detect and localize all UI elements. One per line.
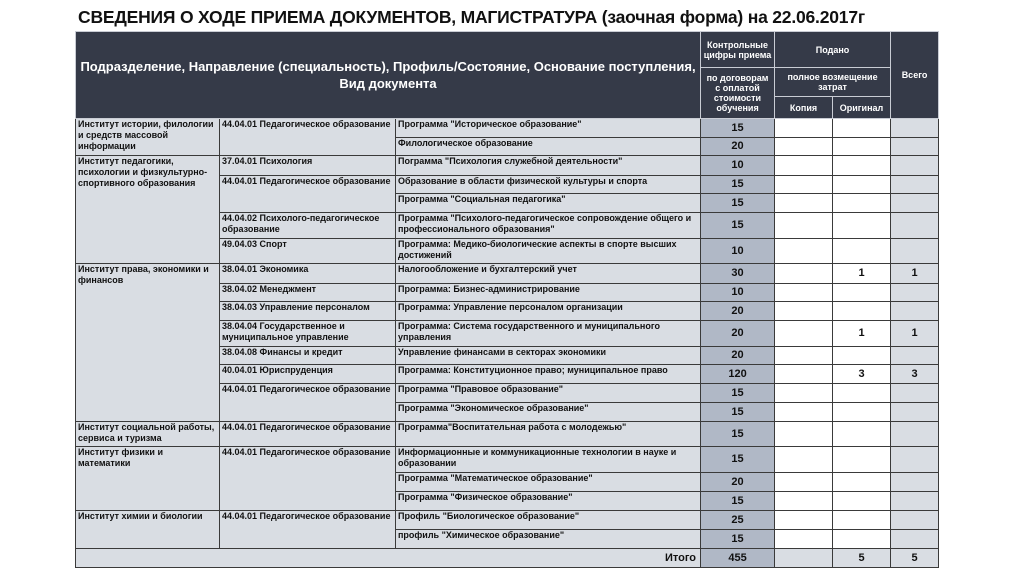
original-cell: [833, 302, 891, 321]
header-original: Оригинал: [833, 97, 891, 119]
original-cell: [833, 138, 891, 156]
program-cell: Программа: Управление персоналом организации: [396, 302, 701, 321]
admissions-table: [75, 31, 939, 568]
plan-cell: 15: [701, 194, 775, 213]
institute-cell: Институт социальной работы, сервиса и туризма: [76, 422, 220, 447]
direction-cell: 38.04.08 Финансы и кредит: [220, 347, 396, 365]
copy-cell: [775, 511, 833, 530]
copy-cell: [775, 239, 833, 264]
copy-cell: [775, 194, 833, 213]
direction-cell: 38.04.02 Менеджмент: [220, 284, 396, 302]
total-cell: [891, 156, 939, 176]
total-cell: [891, 239, 939, 264]
program-cell: Образование в области физической культуры и спорта: [396, 176, 701, 194]
copy-cell: [775, 138, 833, 156]
total-cell: [891, 302, 939, 321]
total-cell: [891, 213, 939, 239]
original-cell: [833, 530, 891, 549]
original-cell: [833, 194, 891, 213]
program-cell: Программа "Социальная педагогика": [396, 194, 701, 213]
plan-cell: 10: [701, 284, 775, 302]
plan-cell: 15: [701, 530, 775, 549]
original-cell: [833, 511, 891, 530]
original-cell: [833, 422, 891, 447]
institute-cell: Институт истории, филологии и средств массовой информации: [76, 119, 220, 156]
plan-cell: 15: [701, 447, 775, 473]
total-cell: 1: [891, 321, 939, 347]
program-cell: Программа "Физическое образование": [396, 492, 701, 511]
direction-cell: 44.04.01 Педагогическое образование: [220, 511, 396, 549]
header-full-cost: полное возмещение затрат: [775, 68, 891, 97]
direction-cell: 38.04.01 Экономика: [220, 264, 396, 284]
plan-cell: 15: [701, 403, 775, 422]
original-cell: [833, 473, 891, 492]
program-cell: Программа "Экономическое образование": [396, 403, 701, 422]
header-contract: по договорам с оплатой стоимости обучения: [701, 68, 775, 119]
direction-cell: 44.04.02 Психолого-педагогическое образование: [220, 213, 396, 239]
program-cell: Программа "Психолого-педагогическое сопровождение общего и профессионального образования": [396, 213, 701, 239]
program-cell: Программа: Медико-биологические аспекты в спорте высших достижений: [396, 239, 701, 264]
copy-cell: [775, 302, 833, 321]
total-cell: [891, 347, 939, 365]
total-cell: 1: [891, 264, 939, 284]
program-cell: Программа: Конституционное право; муниципальное право: [396, 365, 701, 384]
direction-cell: 38.04.04 Государственное и муниципальное управление: [220, 321, 396, 347]
copy-cell: [775, 213, 833, 239]
totals-total: 5: [891, 549, 939, 568]
copy-cell: [775, 321, 833, 347]
total-cell: [891, 138, 939, 156]
original-cell: [833, 384, 891, 403]
plan-cell: 15: [701, 492, 775, 511]
direction-cell: 49.04.03 Спорт: [220, 239, 396, 264]
copy-cell: [775, 473, 833, 492]
direction-cell: 44.04.01 Педагогическое образование: [220, 119, 396, 156]
plan-cell: 20: [701, 321, 775, 347]
original-cell: [833, 447, 891, 473]
copy-cell: [775, 422, 833, 447]
totals-plan: 455: [701, 549, 775, 568]
direction-cell: 44.04.01 Педагогическое образование: [220, 176, 396, 213]
copy-cell: [775, 156, 833, 176]
program-cell: Управление финансами в секторах экономики: [396, 347, 701, 365]
plan-cell: 10: [701, 156, 775, 176]
original-cell: 1: [833, 264, 891, 284]
original-cell: [833, 284, 891, 302]
totals-original: 5: [833, 549, 891, 568]
original-cell: [833, 403, 891, 422]
program-cell: Пограмма "Психология служебной деятельности": [396, 156, 701, 176]
direction-cell: 44.04.01 Педагогическое образование: [220, 384, 396, 422]
plan-cell: 15: [701, 422, 775, 447]
direction-cell: 38.04.03 Управление персоналом: [220, 302, 396, 321]
totals-row: [76, 549, 939, 568]
totals-copy: [775, 549, 833, 568]
copy-cell: [775, 365, 833, 384]
plan-cell: 20: [701, 302, 775, 321]
plan-cell: 120: [701, 365, 775, 384]
program-cell: Программа "Математическое образование": [396, 473, 701, 492]
header-main: Подразделение, Направление (специальность), Профиль/Состояние, Основание поступления, Вид документа: [76, 32, 701, 119]
table-row: [76, 119, 939, 138]
original-cell: [833, 119, 891, 138]
total-cell: [891, 447, 939, 473]
plan-cell: 15: [701, 384, 775, 403]
program-cell: Программа "Правовое образование": [396, 384, 701, 403]
plan-cell: 30: [701, 264, 775, 284]
header-control: Контрольные цифры приема: [701, 32, 775, 68]
program-cell: профиль "Химическое образование": [396, 530, 701, 549]
original-cell: 1: [833, 321, 891, 347]
total-cell: [891, 511, 939, 530]
original-cell: [833, 213, 891, 239]
program-cell: Налогообложение и бухгалтерский учет: [396, 264, 701, 284]
copy-cell: [775, 284, 833, 302]
header-copy: Копия: [775, 97, 833, 119]
original-cell: [833, 176, 891, 194]
plan-cell: 20: [701, 473, 775, 492]
institute-cell: Институт физики и математики: [76, 447, 220, 511]
copy-cell: [775, 492, 833, 511]
program-cell: Программа"Воспитательная работа с молодежью": [396, 422, 701, 447]
institute-cell: Институт права, экономики и финансов: [76, 264, 220, 422]
original-cell: [833, 347, 891, 365]
table-row: [76, 264, 939, 284]
program-cell: Программа: Система государственного и муниципального управления: [396, 321, 701, 347]
direction-cell: 44.04.01 Педагогическое образование: [220, 422, 396, 447]
plan-cell: 15: [701, 176, 775, 194]
copy-cell: [775, 347, 833, 365]
original-cell: [833, 492, 891, 511]
institute-cell: Институт химии и биологии: [76, 511, 220, 549]
original-cell: [833, 239, 891, 264]
copy-cell: [775, 530, 833, 549]
total-cell: [891, 176, 939, 194]
plan-cell: 20: [701, 347, 775, 365]
copy-cell: [775, 403, 833, 422]
total-cell: [891, 119, 939, 138]
header-submitted: Подано: [775, 32, 891, 68]
plan-cell: 25: [701, 511, 775, 530]
total-cell: [891, 284, 939, 302]
program-cell: Информационные и коммуникационные технологии в науке и образовании: [396, 447, 701, 473]
table-row: [76, 156, 939, 176]
page-title: СВЕДЕНИЯ О ХОДЕ ПРИЕМА ДОКУМЕНТОВ, МАГИСТРАТУРА (заочная форма) на 22.06.2017г: [78, 7, 865, 27]
plan-cell: 10: [701, 239, 775, 264]
total-cell: [891, 403, 939, 422]
program-cell: Филологическое образование: [396, 138, 701, 156]
copy-cell: [775, 447, 833, 473]
plan-cell: 15: [701, 119, 775, 138]
plan-cell: 15: [701, 213, 775, 239]
total-cell: [891, 384, 939, 403]
original-cell: [833, 156, 891, 176]
program-cell: Программа: Бизнес-администрирование: [396, 284, 701, 302]
total-cell: [891, 194, 939, 213]
total-cell: [891, 530, 939, 549]
table-row: [76, 447, 939, 473]
program-cell: Профиль "Биологическое образование": [396, 511, 701, 530]
copy-cell: [775, 264, 833, 284]
total-cell: [891, 473, 939, 492]
table-row: [76, 422, 939, 447]
copy-cell: [775, 384, 833, 403]
copy-cell: [775, 176, 833, 194]
total-cell: 3: [891, 365, 939, 384]
direction-cell: 40.04.01 Юриспруденция: [220, 365, 396, 384]
institute-cell: Институт педагогики, психологии и физкультурно-спортивного образования: [76, 156, 220, 264]
plan-cell: 20: [701, 138, 775, 156]
totals-label: Итого: [76, 549, 701, 568]
direction-cell: 37.04.01 Психология: [220, 156, 396, 176]
table-row: [76, 511, 939, 530]
direction-cell: 44.04.01 Педагогическое образование: [220, 447, 396, 511]
copy-cell: [775, 119, 833, 138]
total-cell: [891, 422, 939, 447]
total-cell: [891, 492, 939, 511]
program-cell: Программа "Историческое образование": [396, 119, 701, 138]
original-cell: 3: [833, 365, 891, 384]
header-total: Всего: [891, 32, 939, 119]
